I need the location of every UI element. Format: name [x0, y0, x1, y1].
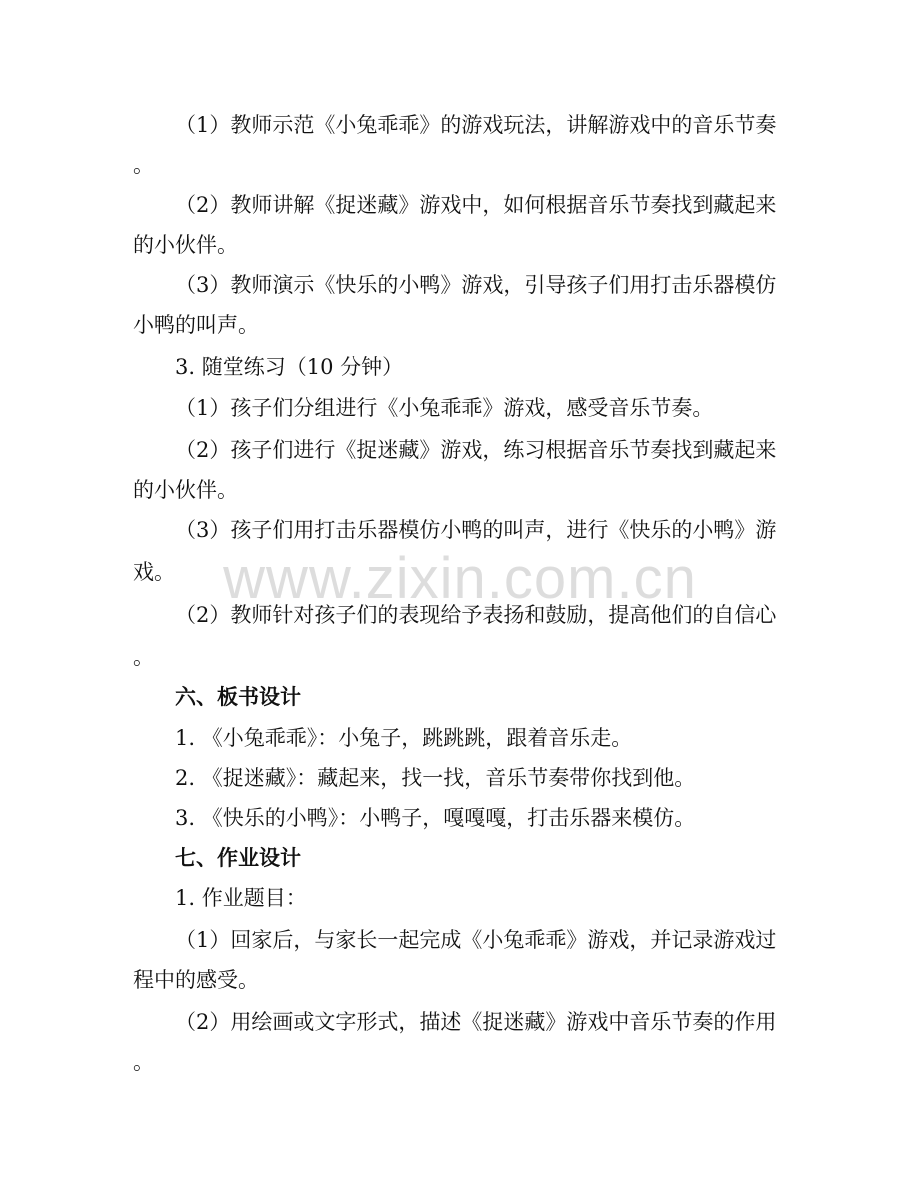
- paragraph-line: 程中的感受。: [133, 968, 259, 992]
- list-item: 1. 《小兔乖乖》：小兔子，跳跳跳，跟着音乐走。: [175, 726, 633, 750]
- paragraph-line: （2）用绘画或文字形式，描述《捉迷藏》游戏中音乐节奏的作用: [175, 1010, 777, 1034]
- list-item: 3. 《快乐的小鸭》：小鸭子，嘎嘎嘎，打击乐器来模仿。: [175, 806, 696, 830]
- paragraph-line: （2）教师讲解《捉迷藏》游戏中，如何根据音乐节奏找到藏起来: [175, 193, 777, 217]
- paragraph-line: （1）孩子们分组进行《小兔乖乖》游戏，感受音乐节奏。: [175, 396, 714, 420]
- paragraph-line: 的小伙伴。: [133, 233, 238, 257]
- paragraph-line: （2）教师针对孩子们的表现给予表扬和鼓励，提高他们的自信心: [175, 603, 777, 627]
- paragraph-line: （1）教师示范《小兔乖乖》的游戏玩法，讲解游戏中的音乐节奏: [175, 113, 777, 137]
- paragraph-line: 的小伙伴。: [133, 478, 238, 502]
- section-heading: 六、板书设计: [175, 684, 301, 709]
- paragraph-line: 戏。: [133, 560, 175, 584]
- list-item: 2. 《捉迷藏》：藏起来，找一找，音乐节奏带你找到他。: [175, 766, 696, 790]
- paragraph-line: 。: [133, 1050, 154, 1074]
- paragraph-line: 小鸭的叫声。: [133, 313, 259, 337]
- section-item: 3. 随堂练习（10 分钟）: [175, 355, 404, 379]
- section-heading: 七、作业设计: [175, 845, 301, 870]
- paragraph-line: （2）孩子们进行《捉迷藏》游戏，练习根据音乐节奏找到藏起来: [175, 438, 777, 462]
- paragraph-line: 。: [133, 153, 154, 177]
- watermark: www.zixin.com.cn: [223, 546, 697, 611]
- paragraph-line: （3）孩子们用打击乐器模仿小鸭的叫声，进行《快乐的小鸭》游: [175, 518, 777, 542]
- paragraph-line: （3）教师演示《快乐的小鸭》游戏，引导孩子们用打击乐器模仿: [175, 273, 777, 297]
- paragraph-line: （1）回家后，与家长一起完成《小兔乖乖》游戏，并记录游戏过: [175, 928, 777, 952]
- paragraph-line: 。: [133, 645, 154, 669]
- list-item: 1. 作业题目：: [175, 886, 307, 910]
